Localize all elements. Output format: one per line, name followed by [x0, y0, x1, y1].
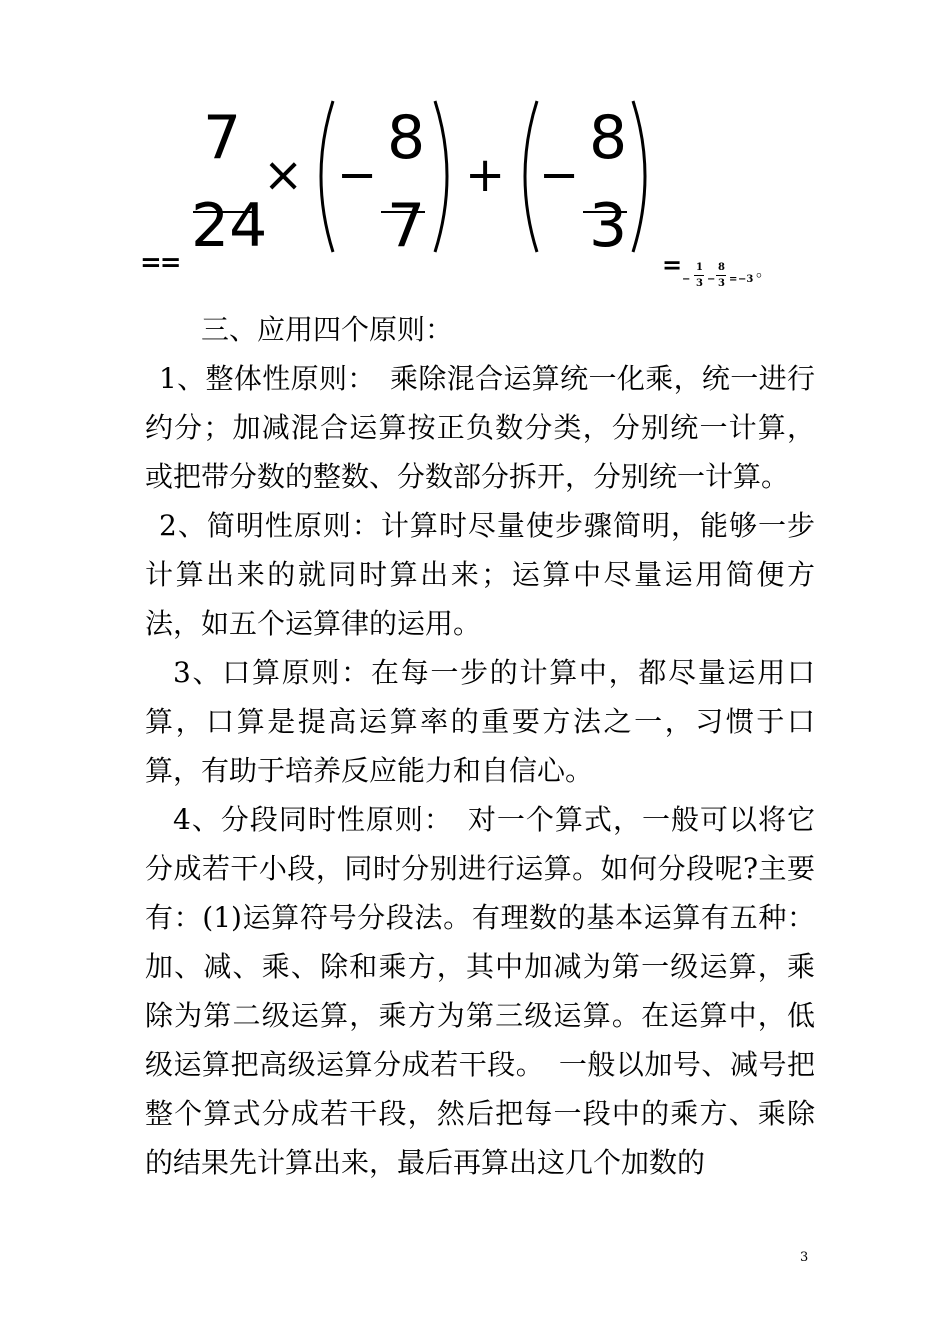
frac3-denominator: 3 [589, 191, 628, 261]
mini-minus: − [707, 274, 716, 285]
fraction-expression [185, 95, 665, 265]
mini-den1: 3 [696, 278, 703, 289]
left-paren-2 [511, 99, 541, 254]
paragraph-principle-4: 4、分段同时性原则： 对一个算式，一般可以将它分成若干小段，同时分别进行运算。如何分段呢?主要有：(1)运算符号分段法。有理数的基本运算有五种：加、减、乘、除和乘方，其中加减为第一级运算，乘除为第二级运算，乘方为第三级运算。在运算中，低级运算把高级运算分成若干段。 一般以加号、减号把整个算式分成若干段，然后把每一段中的乘方、乘除的结果先计算出来，最后再算出这几个加数的 [145, 803, 815, 1179]
frac3-numerator: 8 [589, 103, 628, 173]
mini-bar2 [716, 275, 726, 276]
equals-suffix: = [662, 250, 683, 279]
equals-prefix: == [140, 248, 180, 278]
times-sign: × [263, 147, 304, 203]
mini-num2: 8 [718, 262, 725, 273]
paragraph-heading: 三、应用四个原则： [201, 313, 454, 346]
mini-value: −3 [738, 274, 754, 285]
right-paren-2 [629, 99, 659, 254]
frac2-numerator: 8 [387, 103, 426, 173]
plus-sign: + [465, 147, 506, 203]
document-body [145, 305, 815, 1187]
left-paren-1 [307, 99, 337, 254]
paragraph-principle-3: 3、口算原则：在每一步的计算中，都尽量运用口算，口算是提高运算率的重要方法之一，习惯于口算，有助于培养反应能力和自信心。 [145, 656, 815, 787]
frac2-denominator: 7 [387, 191, 426, 261]
mini-den2: 3 [718, 278, 725, 289]
frac2-sign: − [337, 147, 378, 203]
mini-neg: − [682, 274, 691, 285]
paragraph-principle-2: 2、简明性原则：计算时尽量使步骤简明，能够一步计算出来的就同时算出来；运算中尽量运用简便方法，如五个运算律的运用。 [145, 509, 815, 640]
mini-period: 。 [756, 261, 773, 280]
mini-eq: = [729, 274, 738, 285]
mini-bar1 [694, 275, 704, 276]
mini-num1: 1 [696, 262, 703, 273]
small-result-expression [682, 262, 772, 302]
frac3-sign: − [539, 147, 580, 203]
frac1-numerator: 7 [203, 103, 242, 173]
right-paren-1 [431, 99, 461, 254]
frac1-denominator: 24 [191, 191, 268, 261]
page-number: 3 [800, 1250, 809, 1265]
paragraph-principle-1: 1、整体性原则： 乘除混合运算统一化乘，统一进行约分；加减混合运算按正负数分类，分别统一计算，或把带分数的整数、分数部分拆开，分别统一计算。 [145, 362, 815, 493]
